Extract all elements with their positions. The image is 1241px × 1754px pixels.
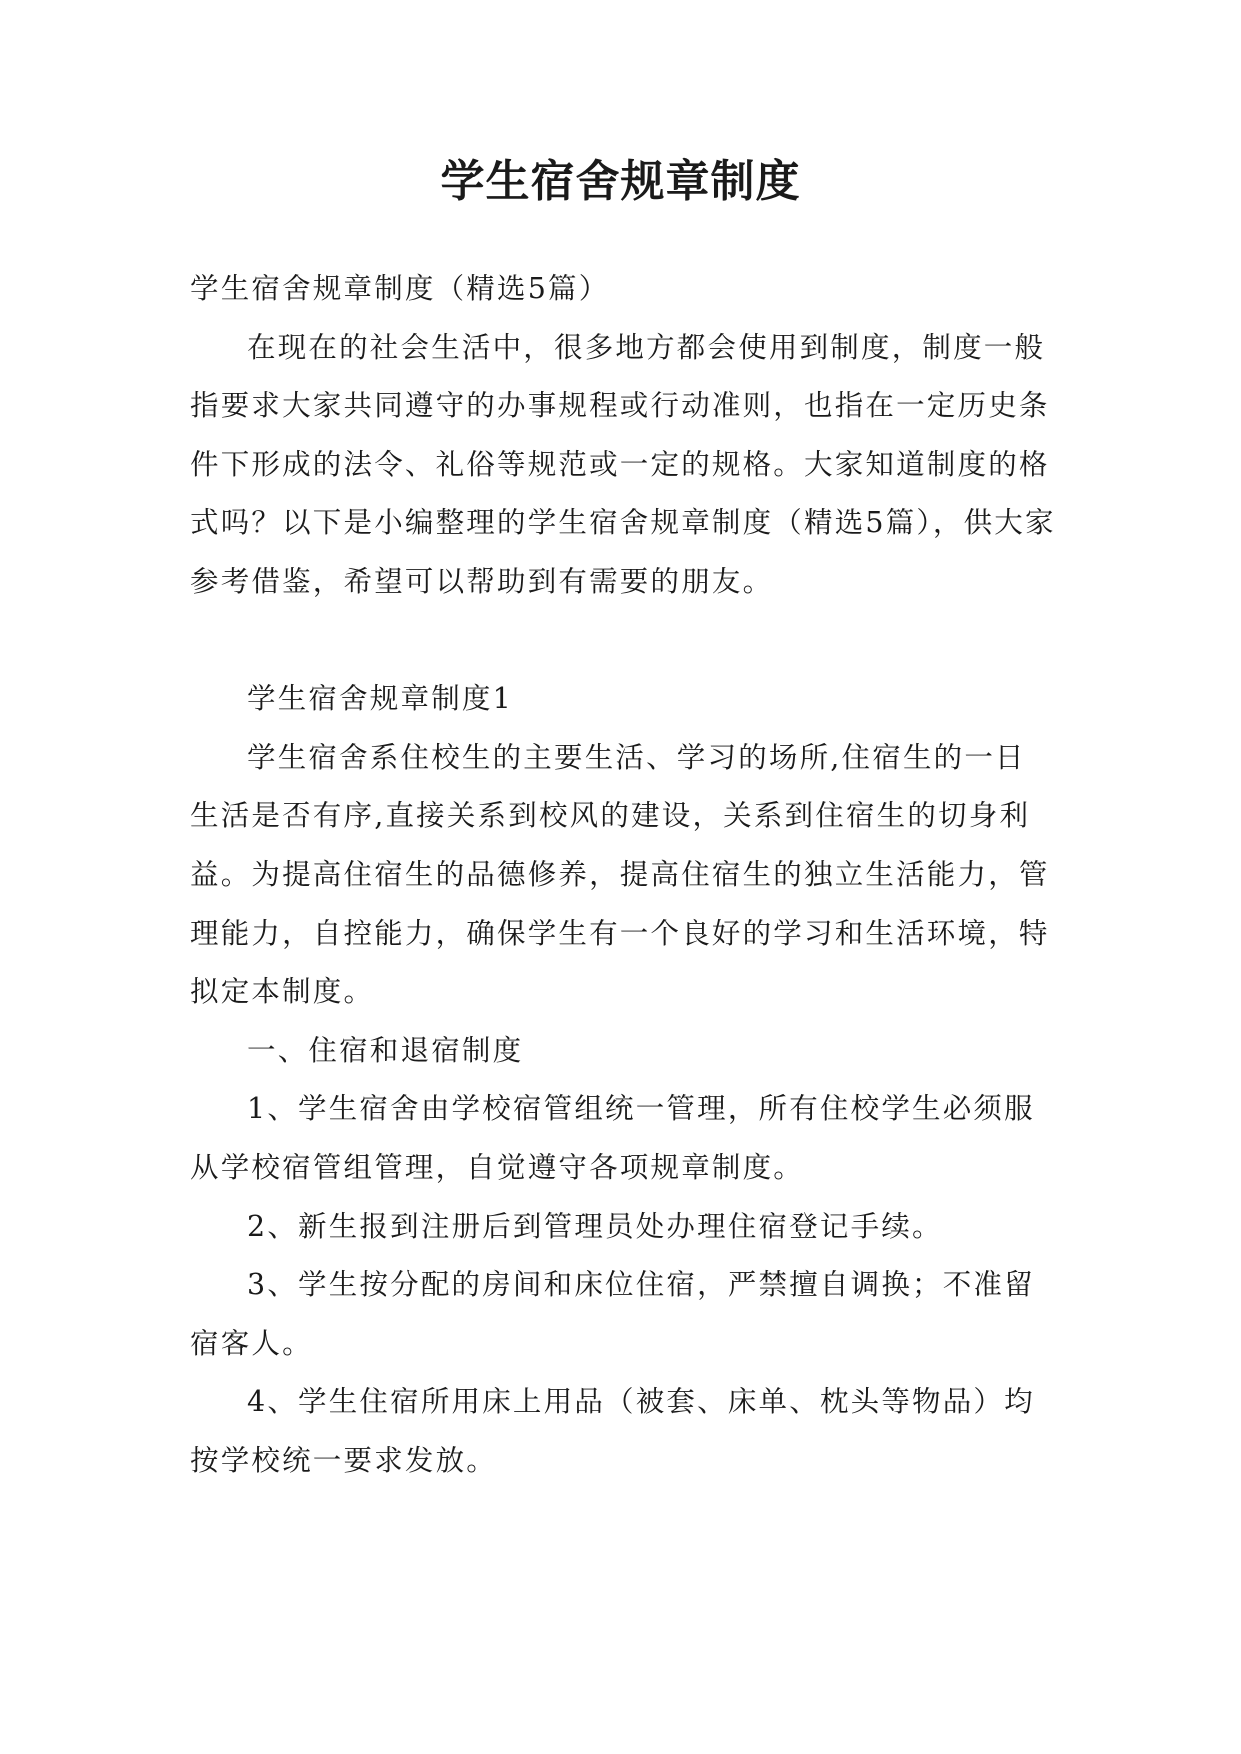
- rule-item-4: 4、学生住宿所用床上用品（被套、床单、枕头等物品）均按学校统一要求发放。: [190, 1385, 1035, 1477]
- section-intro-paragraph: 学生宿舍系住校生的主要生活、学习的场所,住宿生的一日生活是否有序,直接关系到校风的建设，关系到住宿生的切身利益。为提高住宿生的品德修养，提高住宿生的独立生活能力，管理能力，自控能力，确保学生有一个良好的学习和生活环境，特拟定本制度。: [190, 740, 1050, 1009]
- document-title: 学生宿舍规章制度: [440, 156, 801, 207]
- part-heading: 一、住宿和退宿制度: [247, 1033, 524, 1067]
- rule-item-2: 2、新生报到注册后到管理员处办理住宿登记手续。: [247, 1209, 943, 1243]
- rule-item-3: 3、学生按分配的房间和床位住宿，严禁擅自调换；不准留宿客人。: [190, 1268, 1035, 1360]
- document-body: [190, 260, 1056, 1490]
- rule-item-1: 1、学生宿舍由学校宿管组统一管理，所有住校学生必须服从学校宿管组管理，自觉遵守各项规章制度。: [190, 1092, 1035, 1184]
- intro-paragraph: 在现在的社会生活中，很多地方都会使用到制度，制度一般指要求大家共同遵守的办事规程或行动准则，也指在一定历史条件下形成的法令、礼俗等规范或一定的规格。大家知道制度的格式吗？以下是小编整理的学生宿舍规章制度（精选5篇），供大家参考借鉴，希望可以帮助到有需要的朋友。: [190, 330, 1056, 598]
- section-heading: 学生宿舍规章制度1: [247, 682, 513, 716]
- paragraph-gap: [190, 612, 1056, 671]
- document-subtitle: 学生宿舍规章制度（精选5篇）: [190, 272, 610, 305]
